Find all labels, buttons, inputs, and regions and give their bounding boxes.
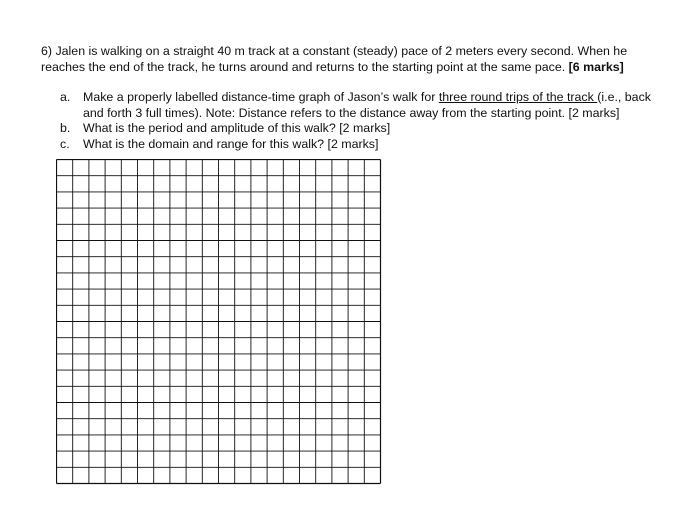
part-a-letter: a. xyxy=(60,90,71,104)
part-c-letter: c. xyxy=(60,136,70,151)
question-parts xyxy=(60,90,670,152)
part-a xyxy=(60,90,670,121)
question-intro: 6) Jalen is walking on a straight 40 m track at a constant (steady) pace of 2 meters every second. When he reaches the end of the track, he turns around and returns to the starting point at the same pace. xyxy=(41,44,628,74)
part-b-letter: b. xyxy=(60,121,71,135)
part-a-underlined-text: three round trips of the track xyxy=(438,90,598,104)
part-a-text-before: Make a properly labelled distance-time graph of Jason’s walk for xyxy=(83,90,439,104)
part-b xyxy=(60,121,670,137)
graph-paper-grid xyxy=(56,159,382,485)
question-text xyxy=(41,44,661,75)
part-c xyxy=(60,137,670,153)
part-a-text-after: (i.e., back and forth 3 full times). Note: Distance refers to the distance away from the starting point. [2 marks] xyxy=(83,90,651,120)
part-c-text: What is the domain and range for this walk? [2 marks] xyxy=(83,136,379,151)
question-marks: [6 marks] xyxy=(568,59,624,74)
part-b-text: What is the period and amplitude of this walk? [2 marks] xyxy=(83,121,391,135)
